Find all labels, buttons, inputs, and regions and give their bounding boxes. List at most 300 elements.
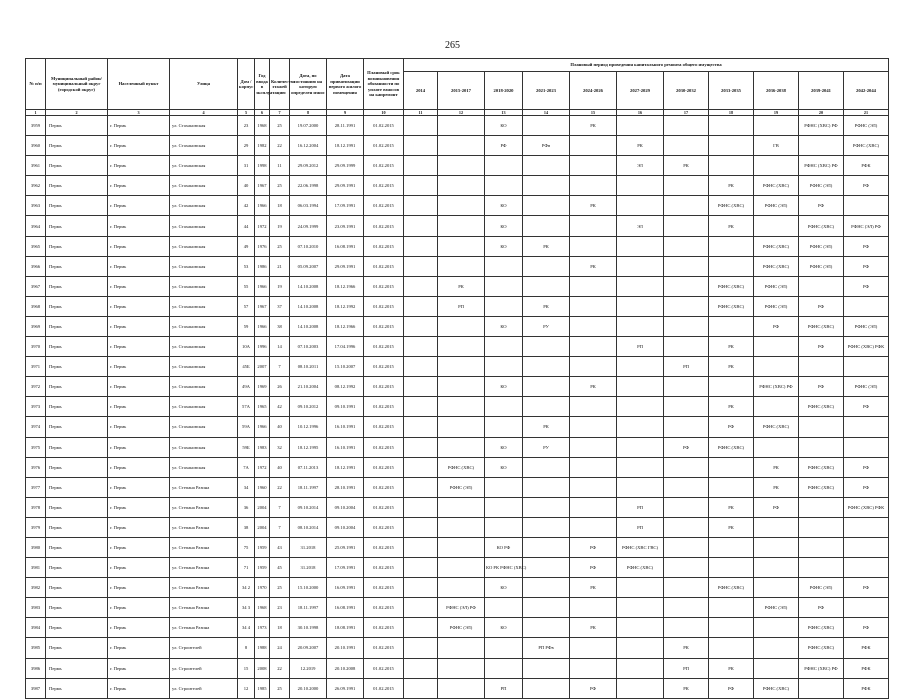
floors-cell: 7 xyxy=(270,497,290,517)
period-cell xyxy=(438,437,485,457)
obligation-date-cell: 01.02.2015 xyxy=(364,578,404,598)
period-cell: РК xyxy=(709,397,754,417)
district-cell: Пермь xyxy=(46,156,108,176)
house-cell: 59 xyxy=(238,316,255,336)
period-cell xyxy=(664,578,709,598)
street-cell: ул. Стахановская xyxy=(170,196,238,216)
floors-cell: 14 xyxy=(270,337,290,357)
period-cell xyxy=(485,156,523,176)
period-cell xyxy=(617,417,664,437)
survey-date-cell: 07.10.2010 xyxy=(290,236,327,256)
street-cell: ул. Степана Разина xyxy=(170,477,238,497)
period-cell: РФНС (ХВС) xyxy=(799,216,844,236)
period-cell: РФ xyxy=(754,316,799,336)
period-cell xyxy=(617,357,664,377)
period-cell xyxy=(570,276,617,296)
period-cell xyxy=(523,517,570,537)
privatization-date-cell: 09.10.1991 xyxy=(327,397,364,417)
period-cell xyxy=(754,578,799,598)
header-num: № п/п xyxy=(26,59,46,110)
obligation-date-cell: 01.02.2015 xyxy=(364,417,404,437)
privatization-date-cell: 25.09.1991 xyxy=(327,537,364,557)
period-cell: РК xyxy=(523,296,570,316)
settlement-cell: г. Пермь xyxy=(108,517,170,537)
period-cell xyxy=(664,176,709,196)
period-cell: РФНС (ЭЛ) xyxy=(799,578,844,598)
period-cell xyxy=(404,397,438,417)
period-cell xyxy=(404,618,438,638)
period-cell xyxy=(570,457,617,477)
district-cell: Пермь xyxy=(46,598,108,618)
table-row xyxy=(26,397,889,417)
survey-date-cell: 05.09.2007 xyxy=(290,256,327,276)
house-cell: 42 xyxy=(238,196,255,216)
period-cell xyxy=(664,276,709,296)
district-cell: Пермь xyxy=(46,497,108,517)
year-built-cell: 1985 xyxy=(255,678,270,698)
street-cell: ул. Степана Разина xyxy=(170,558,238,578)
period-cell xyxy=(404,357,438,377)
period-cell: РП xyxy=(617,497,664,517)
page-number: 265 xyxy=(445,40,460,51)
period-cell xyxy=(523,337,570,357)
floors-cell: 25 xyxy=(270,116,290,136)
table-row xyxy=(26,437,889,457)
period-cell: РФНС (ХВС) xyxy=(709,578,754,598)
period-cell xyxy=(523,457,570,477)
period-cell: РФК xyxy=(844,678,889,698)
header-period: 2030-2032 xyxy=(664,72,709,110)
period-cell: РФНС (ЭЛ) xyxy=(799,256,844,276)
period-cell xyxy=(617,678,664,698)
survey-date-cell: 20.09.2007 xyxy=(290,638,327,658)
settlement-cell: г. Пермь xyxy=(108,357,170,377)
period-cell: РП xyxy=(617,337,664,357)
year-built-cell: 1967 xyxy=(255,176,270,196)
period-cell: РФв xyxy=(523,136,570,156)
house-cell: 38 xyxy=(238,517,255,537)
settlement-cell: г. Пермь xyxy=(108,397,170,417)
period-cell xyxy=(617,116,664,136)
privatization-date-cell: 20.10.1991 xyxy=(327,638,364,658)
district-cell: Пермь xyxy=(46,196,108,216)
year-built-cell: 1983 xyxy=(255,437,270,457)
header-period: 2042-2044 xyxy=(844,72,889,110)
period-cell xyxy=(485,176,523,196)
period-cell: РФНС (ХВС) xyxy=(799,618,844,638)
period-cell xyxy=(523,497,570,517)
row-number: 3965 xyxy=(26,236,46,256)
period-cell xyxy=(523,276,570,296)
column-number: 21 xyxy=(844,110,889,116)
period-cell xyxy=(523,618,570,638)
period-cell xyxy=(754,397,799,417)
year-built-cell: 1986 xyxy=(255,256,270,276)
privatization-date-cell: 08.12.1992 xyxy=(327,377,364,397)
period-cell xyxy=(485,397,523,417)
period-cell xyxy=(570,638,617,658)
header-plan-group: Плановый период проведения капитального ремонта общего имущества xyxy=(404,59,889,72)
row-number: 3987 xyxy=(26,678,46,698)
house-cell: 34 3 xyxy=(238,598,255,618)
row-number: 3975 xyxy=(26,437,46,457)
period-cell: РФНС (ХВС ГВС) xyxy=(617,537,664,557)
period-cell: РФ xyxy=(799,337,844,357)
privatization-date-cell: 28.10.1991 xyxy=(327,477,364,497)
house-cell: 36 xyxy=(238,497,255,517)
obligation-date-cell: 01.02.2015 xyxy=(364,116,404,136)
district-cell: Пермь xyxy=(46,678,108,698)
period-cell: РФНС (ЭЛ) xyxy=(438,618,485,638)
period-cell xyxy=(523,477,570,497)
obligation-date-cell: 01.02.2015 xyxy=(364,457,404,477)
period-cell: РФ xyxy=(844,236,889,256)
row-number: 3982 xyxy=(26,578,46,598)
year-built-cell: 2008 xyxy=(255,658,270,678)
floors-cell: 7 xyxy=(270,517,290,537)
period-cell xyxy=(799,558,844,578)
period-cell xyxy=(438,196,485,216)
period-cell: РФ xyxy=(754,497,799,517)
district-cell: Пермь xyxy=(46,316,108,336)
survey-date-cell: 14.10.2008 xyxy=(290,276,327,296)
period-cell xyxy=(570,156,617,176)
period-cell: РФ xyxy=(485,136,523,156)
street-cell: ул. Стахановская xyxy=(170,337,238,357)
settlement-cell: г. Пермь xyxy=(108,457,170,477)
table-row xyxy=(26,457,889,477)
table-row xyxy=(26,417,889,437)
period-cell: РК xyxy=(709,357,754,377)
street-cell: ул. Стахановская xyxy=(170,176,238,196)
period-cell: РК xyxy=(523,417,570,437)
period-cell xyxy=(485,497,523,517)
period-cell xyxy=(404,457,438,477)
row-number: 3985 xyxy=(26,638,46,658)
period-cell xyxy=(485,598,523,618)
period-cell xyxy=(404,196,438,216)
street-cell: ул. Стахановская xyxy=(170,136,238,156)
row-number: 3976 xyxy=(26,457,46,477)
table-row xyxy=(26,598,889,618)
period-cell xyxy=(617,437,664,457)
period-cell xyxy=(617,397,664,417)
survey-date-cell: 15.10.2000 xyxy=(290,578,327,598)
street-cell: ул. Стахановская xyxy=(170,357,238,377)
period-cell: РФНС (ЭЛ) xyxy=(438,477,485,497)
column-number: 14 xyxy=(523,110,570,116)
period-cell: РФНС (ХВС) xyxy=(754,417,799,437)
period-cell xyxy=(664,397,709,417)
period-cell xyxy=(404,236,438,256)
period-cell xyxy=(844,558,889,578)
header-period: 2014 xyxy=(404,72,438,110)
period-cell xyxy=(523,116,570,136)
period-cell xyxy=(709,256,754,276)
period-cell xyxy=(617,598,664,618)
settlement-cell: г. Пермь xyxy=(108,276,170,296)
period-cell: РК xyxy=(570,256,617,276)
period-cell: РК xyxy=(570,116,617,136)
column-number: 9 xyxy=(327,110,364,116)
period-cell: РФНС (ХВС) xyxy=(754,256,799,276)
period-cell xyxy=(664,236,709,256)
period-cell xyxy=(664,537,709,557)
period-cell xyxy=(799,497,844,517)
period-cell: РФНС (ХВС) xyxy=(844,136,889,156)
period-cell: КО xyxy=(485,457,523,477)
period-cell: ЭЛ xyxy=(617,156,664,176)
settlement-cell: г. Пермь xyxy=(108,216,170,236)
period-cell: РФНС (ХВС) РФ xyxy=(799,156,844,176)
privatization-date-cell: 29.09.1991 xyxy=(327,256,364,276)
period-cell xyxy=(438,357,485,377)
period-cell xyxy=(799,678,844,698)
period-cell: РФНС (ЭЛ) xyxy=(754,296,799,316)
year-built-cell: 1966 xyxy=(255,316,270,336)
period-cell xyxy=(523,578,570,598)
street-cell: ул. Стахановская xyxy=(170,256,238,276)
header-period: 2018-2020 xyxy=(485,72,523,110)
year-built-cell: 1988 xyxy=(255,638,270,658)
period-cell: РФ xyxy=(709,678,754,698)
floors-cell: 45 xyxy=(270,558,290,578)
period-cell: РФК xyxy=(844,156,889,176)
period-cell xyxy=(523,678,570,698)
period-cell: РК xyxy=(664,638,709,658)
period-cell xyxy=(709,136,754,156)
period-cell xyxy=(709,598,754,618)
street-cell: ул. Стахановская xyxy=(170,377,238,397)
period-cell: РФ xyxy=(844,618,889,638)
period-cell xyxy=(523,156,570,176)
row-number: 3959 xyxy=(26,116,46,136)
floors-cell: 40 xyxy=(270,457,290,477)
period-cell xyxy=(709,236,754,256)
year-built-cell: 1959 xyxy=(255,558,270,578)
house-cell: 55 xyxy=(238,276,255,296)
street-cell: ул. Стахановская xyxy=(170,316,238,336)
period-cell: РФ xyxy=(709,417,754,437)
settlement-cell: г. Пермь xyxy=(108,417,170,437)
period-cell xyxy=(799,517,844,537)
capital-repair-table xyxy=(25,58,889,699)
table-row xyxy=(26,156,889,176)
period-cell xyxy=(799,537,844,557)
table-row xyxy=(26,136,889,156)
obligation-date-cell: 01.02.2015 xyxy=(364,316,404,336)
period-cell: РФНС (ХВС) xyxy=(799,457,844,477)
period-cell: РК xyxy=(754,477,799,497)
year-built-cell: 1966 xyxy=(255,276,270,296)
obligation-date-cell: 01.02.2015 xyxy=(364,537,404,557)
survey-date-cell: 22.06.1998 xyxy=(290,176,327,196)
period-cell: РФНС (ХВС) xyxy=(799,638,844,658)
period-cell xyxy=(754,216,799,236)
row-number: 3986 xyxy=(26,658,46,678)
obligation-date-cell: 01.02.2015 xyxy=(364,296,404,316)
table-row xyxy=(26,216,889,236)
privatization-date-cell: 29.09.1991 xyxy=(327,176,364,196)
year-built-cell: 1973 xyxy=(255,618,270,638)
period-cell: РФ xyxy=(844,457,889,477)
period-cell xyxy=(485,337,523,357)
period-cell xyxy=(485,638,523,658)
period-cell xyxy=(799,276,844,296)
period-cell xyxy=(617,316,664,336)
column-number: 12 xyxy=(438,110,485,116)
survey-date-cell: 07.10.2003 xyxy=(290,337,327,357)
year-built-cell: 1966 xyxy=(255,196,270,216)
street-cell: ул. Стахановская xyxy=(170,276,238,296)
year-built-cell: 1972 xyxy=(255,216,270,236)
column-number: 3 xyxy=(108,110,170,116)
period-cell: РП xyxy=(485,678,523,698)
floors-cell: 25 xyxy=(270,236,290,256)
survey-date-cell: 19.07.2000 xyxy=(290,116,327,136)
table-row xyxy=(26,497,889,517)
survey-date-cell: 18.11.1997 xyxy=(290,477,327,497)
survey-date-cell: 06.03.1994 xyxy=(290,196,327,216)
privatization-date-cell: 16.09.1991 xyxy=(327,578,364,598)
settlement-cell: г. Пермь xyxy=(108,638,170,658)
header-obligation-date: Плановый срок возникновения обязанности по уплате взносов на капремонт xyxy=(364,59,404,110)
header-period: 2015-2017 xyxy=(438,72,485,110)
period-cell: РФНС (ЭЛ) РФ xyxy=(438,598,485,618)
period-cell xyxy=(799,437,844,457)
floors-cell: 22 xyxy=(270,658,290,678)
period-cell xyxy=(438,517,485,537)
house-cell: 23 xyxy=(238,116,255,136)
period-cell xyxy=(404,377,438,397)
survey-date-cell: 30.10.1998 xyxy=(290,618,327,638)
table-row xyxy=(26,176,889,196)
privatization-date-cell: 18.12.1991 xyxy=(327,136,364,156)
header-period: 2021-2023 xyxy=(523,72,570,110)
street-cell: ул. Степана Разина xyxy=(170,497,238,517)
period-cell xyxy=(404,216,438,236)
survey-date-cell: 08.10.2011 xyxy=(290,357,327,377)
period-cell: РФ xyxy=(799,296,844,316)
settlement-cell: г. Пермь xyxy=(108,176,170,196)
floors-cell: 22 xyxy=(270,477,290,497)
floors-cell: 37 xyxy=(270,296,290,316)
settlement-cell: г. Пермь xyxy=(108,196,170,216)
floors-cell: 24 xyxy=(270,638,290,658)
period-cell: РФНС (ХВС) xyxy=(709,437,754,457)
settlement-cell: г. Пермь xyxy=(108,296,170,316)
period-cell xyxy=(844,196,889,216)
privatization-date-cell: 15.10.2007 xyxy=(327,357,364,377)
period-cell: РК xyxy=(709,497,754,517)
house-cell: 34 2 xyxy=(238,578,255,598)
period-cell: КО xyxy=(485,196,523,216)
period-cell: РФНС (ЭЛ) xyxy=(799,176,844,196)
year-built-cell: 1965 xyxy=(255,397,270,417)
obligation-date-cell: 01.02.2015 xyxy=(364,377,404,397)
period-cell xyxy=(617,578,664,598)
column-number: 2 xyxy=(46,110,108,116)
period-cell: РФНС (ХВС) xyxy=(438,457,485,477)
house-cell: 15 xyxy=(238,658,255,678)
obligation-date-cell: 01.02.2015 xyxy=(364,216,404,236)
row-number: 3968 xyxy=(26,296,46,316)
obligation-date-cell: 01.02.2015 xyxy=(364,497,404,517)
period-cell: РК xyxy=(570,377,617,397)
row-number: 3961 xyxy=(26,156,46,176)
period-cell xyxy=(709,477,754,497)
period-cell: РК xyxy=(709,517,754,537)
table-row xyxy=(26,357,889,377)
period-cell xyxy=(570,236,617,256)
period-cell: РК xyxy=(570,196,617,216)
period-cell xyxy=(570,296,617,316)
period-cell xyxy=(485,477,523,497)
floors-cell: 18 xyxy=(270,196,290,216)
period-cell xyxy=(799,136,844,156)
year-built-cell: 1959 xyxy=(255,537,270,557)
year-built-cell: 1968 xyxy=(255,598,270,618)
period-cell xyxy=(664,457,709,477)
period-cell: РК xyxy=(754,457,799,477)
table-row xyxy=(26,477,889,497)
survey-date-cell: 29.09.2012 xyxy=(290,156,327,176)
period-cell: РК xyxy=(523,236,570,256)
period-cell: РФНС (ХВС) РФК xyxy=(844,337,889,357)
period-cell xyxy=(709,377,754,397)
floors-cell: 32 xyxy=(270,437,290,457)
period-cell xyxy=(664,477,709,497)
district-cell: Пермь xyxy=(46,216,108,236)
table-row xyxy=(26,638,889,658)
period-cell xyxy=(438,256,485,276)
street-cell: ул. Стахановская xyxy=(170,236,238,256)
privatization-date-cell: 18.12.1966 xyxy=(327,316,364,336)
period-cell xyxy=(438,658,485,678)
period-cell: РФНС (ХВС) РФК xyxy=(844,497,889,517)
district-cell: Пермь xyxy=(46,638,108,658)
period-cell: РФНС (ХВС) xyxy=(754,678,799,698)
table-row xyxy=(26,316,889,336)
period-cell xyxy=(438,216,485,236)
table-row xyxy=(26,558,889,578)
period-cell xyxy=(523,377,570,397)
period-cell xyxy=(570,517,617,537)
street-cell: ул. Стахановская xyxy=(170,216,238,236)
house-cell: 34 4 xyxy=(238,618,255,638)
period-cell: РФНС (ХВС) xyxy=(799,477,844,497)
table-row xyxy=(26,256,889,276)
table-row xyxy=(26,618,889,638)
period-cell xyxy=(404,578,438,598)
house-cell: 44 xyxy=(238,216,255,236)
period-cell: КО xyxy=(485,316,523,336)
period-cell xyxy=(404,176,438,196)
house-cell: 49 xyxy=(238,236,255,256)
period-cell: КО xyxy=(485,377,523,397)
table-row xyxy=(26,236,889,256)
period-cell xyxy=(570,216,617,236)
survey-date-cell: 14.10.2008 xyxy=(290,296,327,316)
table-row xyxy=(26,196,889,216)
period-cell xyxy=(404,558,438,578)
period-cell: РП xyxy=(438,296,485,316)
period-cell: РФ xyxy=(570,537,617,557)
period-cell: КО xyxy=(485,618,523,638)
street-cell: ул. Степана Разина xyxy=(170,517,238,537)
period-cell: РФ xyxy=(844,276,889,296)
period-cell xyxy=(485,417,523,437)
